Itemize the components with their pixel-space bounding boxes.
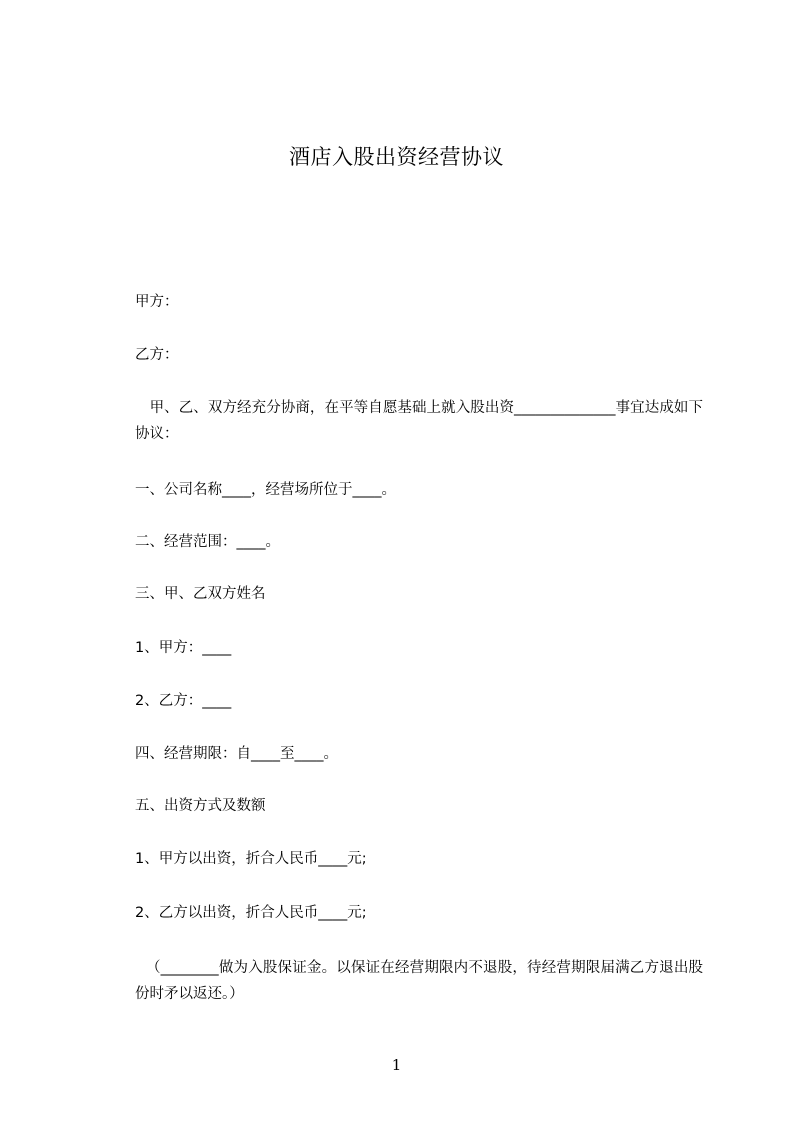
- clause-party-b-name: 2、乙方：____: [135, 693, 232, 709]
- deposit-note: （________做为入股保证金。以保证在经营期限内不退股，待经营期限届满乙方退出股份时矛以返还。）: [135, 960, 703, 1002]
- clause-business-scope: 二、经营范围：____。: [135, 534, 280, 550]
- party-a-label: 甲方：: [135, 294, 179, 310]
- clause-party-b-contribution: 2、乙方以出资，折合人民币____元;: [135, 905, 367, 921]
- clause-contribution: 五、出资方式及数额: [135, 798, 266, 814]
- document-title: 酒店入股出资经营协议: [289, 145, 504, 169]
- page-number: 1: [391, 1056, 402, 1074]
- clause-company-name: 一、公司名称____，经营场所位于____。: [135, 482, 396, 498]
- clause-term: 四、经营期限：自____至____。: [135, 746, 338, 762]
- clause-party-a-contribution: 1、甲方以出资，折合人民币____元;: [135, 851, 367, 867]
- party-b-label: 乙方：: [135, 347, 179, 363]
- intro-paragraph: 甲、乙、双方经充分协商，在平等自愿基础上就入股出资______________事宜达成如下协议：: [135, 400, 703, 442]
- clause-party-names: 三、甲、乙双方姓名: [135, 586, 266, 602]
- clause-party-a-name: 1、甲方：____: [135, 640, 232, 656]
